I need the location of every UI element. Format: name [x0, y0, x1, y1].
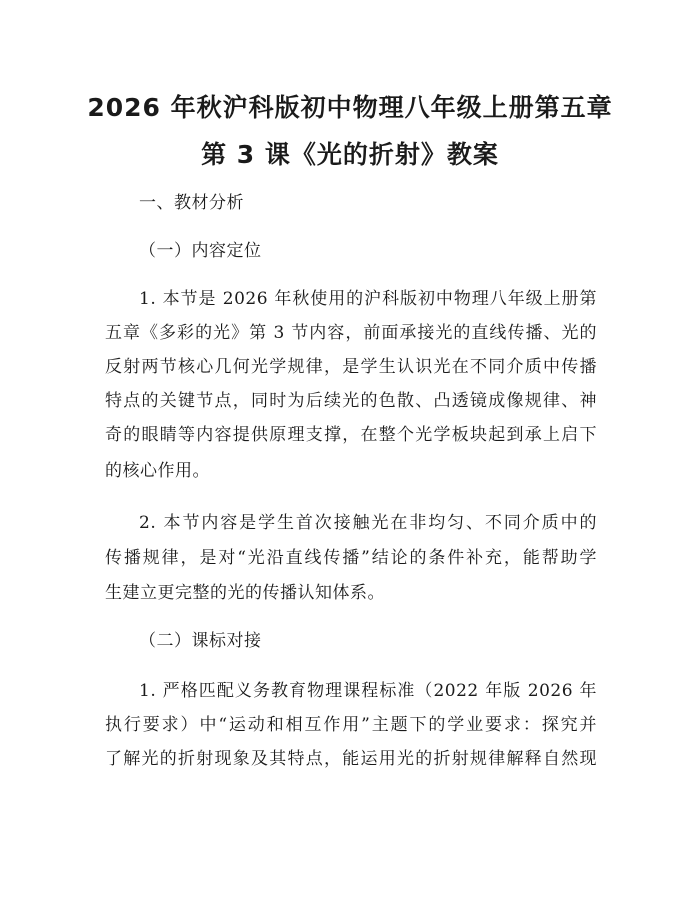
document-title-line-2: 第 3 课《光的折射》教案 [201, 140, 499, 169]
paragraph-line: 1. 本节是 2026 年秋使用的沪科版初中物理八年级上册第 [139, 289, 597, 309]
paragraph-line: 反射两节核心几何光学规律，是学生认识光在不同介质中传播 [105, 357, 597, 377]
paragraph-line: 的核心作用。 [105, 461, 210, 481]
subsection-heading: （一）内容定位 [139, 241, 262, 261]
paragraph-line: 生建立更完整的光的传播认知体系。 [105, 583, 385, 603]
document-title-line-1: 2026 年秋沪科版初中物理八年级上册第五章 [87, 93, 613, 122]
paragraph-line: 特点的关键节点，同时为后续光的色散、凸透镜成像规律、神 [105, 391, 597, 411]
paragraph-line: 1. 严格匹配义务教育物理课程标准（2022 年版 2026 年 [139, 681, 597, 701]
subsection-heading: （二）课标对接 [139, 631, 262, 651]
paragraph-line: 了解光的折射现象及其特点，能运用光的折射规律解释自然现 [105, 749, 597, 769]
paragraph-line: 五章《多彩的光》第 3 节内容，前面承接光的直线传播、光的 [105, 323, 597, 343]
paragraph-line: 执行要求）中“运动和相互作用”主题下的学业要求：探究并 [105, 715, 597, 735]
paragraph-line: 2. 本节内容是学生首次接触光在非均匀、不同介质中的 [139, 513, 597, 533]
paragraph-line: 传播规律，是对“光沿直线传播”结论的条件补充，能帮助学 [105, 548, 597, 568]
paragraph-line: 奇的眼睛等内容提供原理支撑，在整个光学板块起到承上启下 [105, 425, 597, 445]
section-heading: 一、教材分析 [139, 193, 244, 213]
